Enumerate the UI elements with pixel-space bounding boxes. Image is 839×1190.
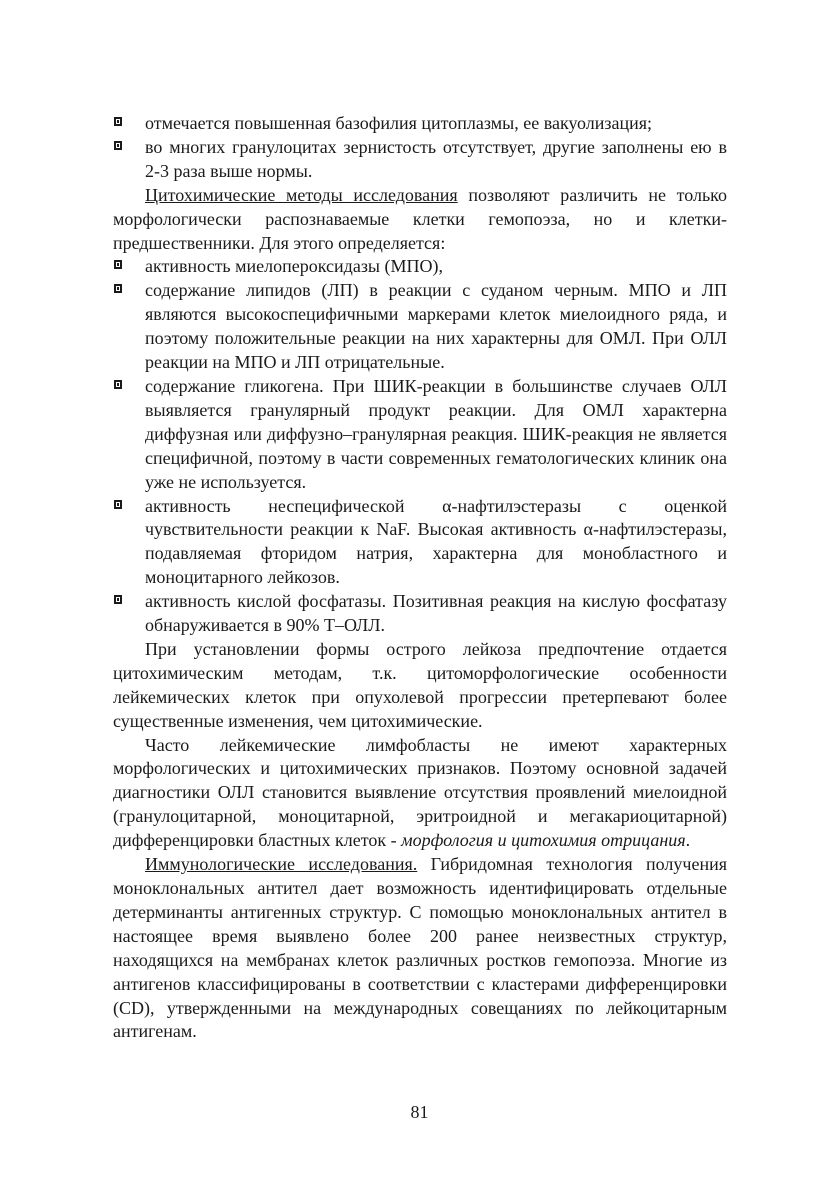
bullet-item bbox=[113, 375, 727, 495]
bullet-text: отмечается повышенная базофилия цитоплазмы, ее вакуолизация; bbox=[145, 113, 653, 133]
bullet-square-icon bbox=[114, 380, 122, 389]
paragraph-end: . bbox=[685, 830, 691, 851]
bullet-text: во многих гранулоцитах зернистость отсутствует, другие заполнены ею в 2-3 раза выше нормы. bbox=[145, 136, 727, 181]
paragraph-leukemia-form: При установлении формы острого лейкоза предпочтение отдается цитохимическим методам, т.к. цитоморфологические особенности лейкемических клеток при опухолевой прогрессии претерпевают более существенные изменения, чем цитохимические. bbox=[113, 638, 727, 731]
paragraph-cytochemical-methods bbox=[113, 184, 727, 256]
bullet-text: активность миелопероксидазы (МПО), bbox=[145, 256, 444, 277]
bullet-square-icon bbox=[114, 117, 122, 126]
paragraph-lymphoblasts bbox=[113, 734, 727, 854]
bullet-square-icon bbox=[114, 595, 122, 604]
emphasis-text: морфология и цитохимия отрицания bbox=[401, 830, 686, 851]
section-heading-immunological: Иммунологические исследования. bbox=[145, 854, 418, 875]
bullet-square-icon bbox=[114, 141, 122, 150]
bullet-item bbox=[113, 112, 727, 136]
page-number: 81 bbox=[410, 1102, 429, 1122]
bullet-text: содержание гликогена. При ШИК-реакции в большинстве случаев ОЛЛ выявляется гранулярный продукт реакции. Для ОМЛ характерна диффузная или диффузно–гранулярная реакция. ШИК-реакция не является специфичной, поэтому в части современных гематологических клиник она уже не используется. bbox=[145, 375, 727, 492]
bullet-square-icon bbox=[114, 500, 122, 509]
paragraph-text: позволяют различить не только морфологически распознаваемые клетки гемопоэза, но и клетки-предшественники. Для этого определяется: bbox=[113, 184, 728, 253]
bullet-item bbox=[113, 136, 727, 184]
bullet-text: активность неспецифической α-нафтилэстеразы с оценкой чувствительности реакции к NaF. Высокая активность α-нафтилэстеразы, подавляемая фторидом натрия, характерна для монобластного и моноцитарного лейкозов. bbox=[145, 495, 727, 588]
bullet-item bbox=[113, 255, 727, 279]
body-text bbox=[113, 112, 727, 1044]
bullet-item bbox=[113, 495, 727, 591]
bullet-text: активность кислой фосфатазы. Позитивная реакция на кислую фосфатазу обнаруживается в 90% Т–ОЛЛ. bbox=[145, 591, 727, 636]
section-heading-cytochemical: Цитохимические методы исследования bbox=[145, 184, 458, 205]
paragraph-text: Гибридомная технология получения моноклональных антител дает возможность идентифицировать отдельные детерминанты антигенных структур. С помощью моноклональных антител в настоящее время выявлено более 200 ранее неизвестных структур, находящихся на мембранах клеток различных ростков гемопоэза. Многие из антигенов классифицированы в соответствии с кластерами дифференцировки (CD), утвержденными на международных совещаниях по лейкоцитарным антигенам. bbox=[113, 854, 727, 1042]
bullet-text: содержание липидов (ЛП) в реакции с суданом черным. МПО и ЛП являются высокоспецифичными маркерами клеток миелоидного ряда, и поэтому положительные реакции на них характерны для ОМЛ. При ОЛЛ реакции на МПО и ЛП отрицательные. bbox=[145, 280, 727, 373]
bullet-square-icon bbox=[114, 284, 122, 293]
bullet-square-icon bbox=[114, 260, 122, 269]
paragraph-immunological bbox=[113, 853, 727, 1044]
bullet-item bbox=[113, 279, 727, 375]
paragraph-text: Часто лейкемические лимфобласты не имеют характерных морфологических и цитохимических признаков. Поэтому основной задачей диагностики ОЛЛ становится выявление отсутствия проявлений миелоидной (гранулоцитарной, моноцитарной, эритроидной и мегакариоцитарной) дифференцировки бластных клеток - bbox=[113, 734, 727, 851]
bullet-item bbox=[113, 590, 727, 638]
